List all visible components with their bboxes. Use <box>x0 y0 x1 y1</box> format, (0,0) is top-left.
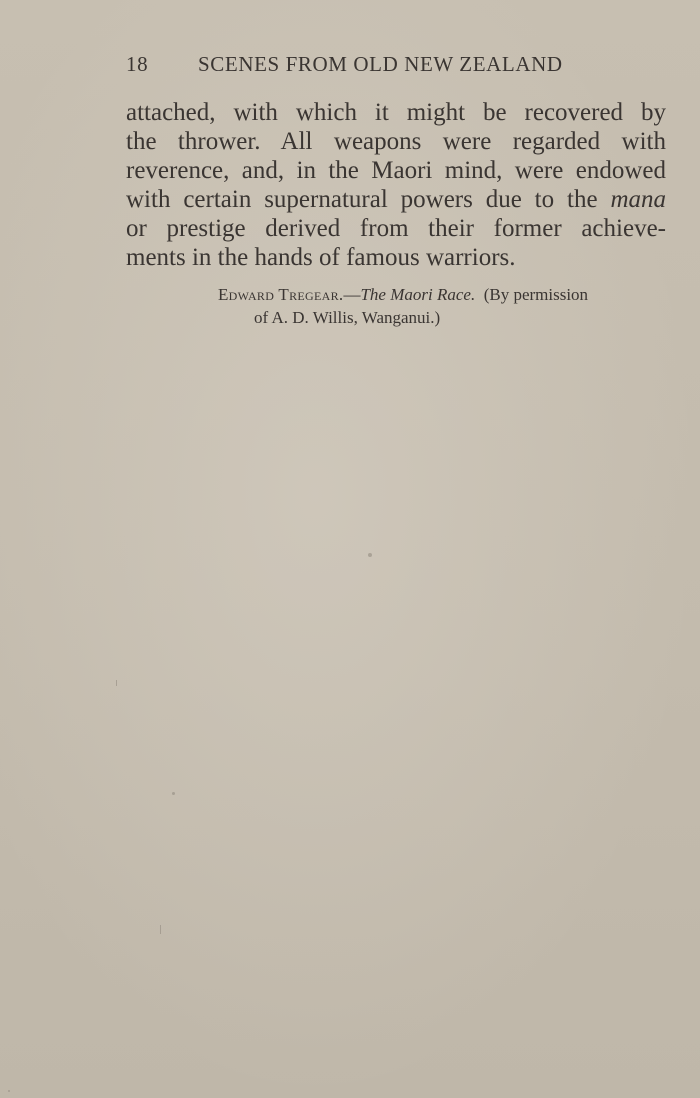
paper-speck <box>116 680 117 686</box>
paper-speck <box>368 553 372 557</box>
text-line: the thrower. All weapons were regarded with <box>126 128 666 155</box>
attribution-line-1 <box>126 283 666 306</box>
paper-speck <box>8 1090 10 1092</box>
text-line: reverence, and, in the Maori mind, were endowed <box>126 157 666 184</box>
text-line: attached, with which it might be recovered by <box>126 99 666 126</box>
permission-note-start: (By permission <box>483 285 589 304</box>
paper-speck <box>160 925 161 934</box>
permission-note-end: of A. D. Willis, Wanganui.) <box>254 308 441 327</box>
text-line <box>126 185 666 214</box>
attribution-dash: — <box>343 285 361 304</box>
attribution <box>126 283 666 329</box>
work-title: The Maori Race. <box>360 285 476 304</box>
text-line: ments in the hands of famous warriors. <box>126 244 516 271</box>
running-head: SCENES FROM OLD NEW ZEALAND <box>198 52 563 76</box>
text-line-start: with certain supernatural powers due to the <box>126 186 611 213</box>
italic-term: mana <box>610 186 666 213</box>
page-number: 18 <box>126 52 149 76</box>
body-paragraph <box>126 98 666 272</box>
author-name: Edward Tregear. <box>218 285 344 304</box>
paper-speck <box>172 792 175 795</box>
text-line: or prestige derived from their former achieve- <box>126 215 666 242</box>
page-header <box>126 52 666 84</box>
